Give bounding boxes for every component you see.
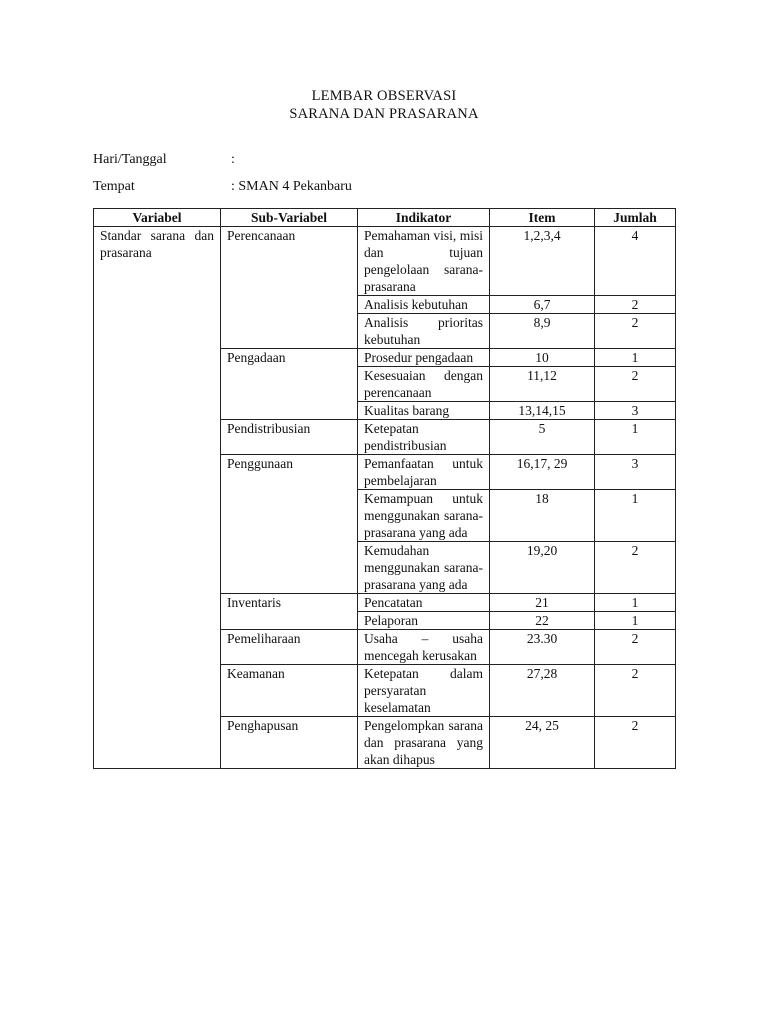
hari-tanggal-label: Hari/Tanggal: [93, 152, 167, 167]
document-subtitle: SARANA DAN PRASARANA: [289, 106, 479, 122]
jumlah-cell: 2: [595, 314, 676, 349]
item-cell: 13,14,15: [490, 402, 595, 420]
item-cell: 22: [490, 612, 595, 630]
hari-tanggal-value: :: [231, 152, 235, 167]
header-indikator: Indikator: [358, 209, 490, 227]
indikator-cell: Kesesuaian dengan perencanaan: [358, 367, 490, 402]
meta-tempat: [93, 179, 352, 195]
indikator-cell: Kemampuan untuk menggunakan sarana-prasarana yang ada: [358, 490, 490, 542]
jumlah-cell: 2: [595, 717, 676, 769]
item-cell: 11,12: [490, 367, 595, 402]
jumlah-cell: 1: [595, 349, 676, 367]
jumlah-cell: 1: [595, 612, 676, 630]
jumlah-cell: 1: [595, 420, 676, 455]
jumlah-cell: 2: [595, 367, 676, 402]
jumlah-cell: 2: [595, 630, 676, 665]
header-sub-variabel: Sub-Variabel: [221, 209, 358, 227]
meta-hari-tanggal: [93, 152, 235, 168]
header-jumlah: Jumlah: [595, 209, 676, 227]
tempat-label: Tempat: [93, 179, 135, 194]
sub-variabel-pemeliharaan: Pemeliharaan: [221, 630, 358, 665]
sub-variabel-penggunaan: Penggunaan: [221, 455, 358, 594]
jumlah-cell: 1: [595, 490, 676, 542]
indikator-cell: Kemudahan menggunakan sarana-prasarana yang ada: [358, 542, 490, 594]
sub-variabel-perencanaan: Perencanaan: [221, 227, 358, 349]
jumlah-cell: 3: [595, 455, 676, 490]
indikator-cell: Ketepatan dalam persyaratan keselamatan: [358, 665, 490, 717]
indikator-cell: Pemanfaatan untuk pembelajaran: [358, 455, 490, 490]
sub-variabel-inventaris: Inventaris: [221, 594, 358, 630]
indikator-cell: Prosedur pengadaan: [358, 349, 490, 367]
item-cell: 5: [490, 420, 595, 455]
jumlah-cell: 2: [595, 296, 676, 314]
item-cell: 24, 25: [490, 717, 595, 769]
item-cell: 21: [490, 594, 595, 612]
header-item: Item: [490, 209, 595, 227]
item-cell: 19,20: [490, 542, 595, 594]
header-variabel: Variabel: [94, 209, 221, 227]
item-cell: 27,28: [490, 665, 595, 717]
indikator-cell: Kualitas barang: [358, 402, 490, 420]
indikator-cell: Ketepatan pendistribusian: [358, 420, 490, 455]
sub-variabel-pendistribusian: Pendistribusian: [221, 420, 358, 455]
indikator-cell: Pengelompkan sarana dan prasarana yang akan dihapus: [358, 717, 490, 769]
document-title: LEMBAR OBSERVASI: [311, 88, 457, 104]
item-cell: 1,2,3,4: [490, 227, 595, 296]
item-cell: 6,7: [490, 296, 595, 314]
sub-variabel-penghapusan: Penghapusan: [221, 717, 358, 769]
item-cell: 10: [490, 349, 595, 367]
indikator-cell: Analisis prioritas kebutuhan: [358, 314, 490, 349]
variabel-cell: Standar sarana dan prasarana: [94, 227, 221, 769]
indikator-cell: Pelaporan: [358, 612, 490, 630]
sub-variabel-keamanan: Keamanan: [221, 665, 358, 717]
observation-table: [93, 208, 676, 769]
indikator-cell: Pemahaman visi, misi dan tujuan pengelolaan sarana-prasarana: [358, 227, 490, 296]
item-cell: 8,9: [490, 314, 595, 349]
indikator-cell: Usaha – usaha mencegah kerusakan: [358, 630, 490, 665]
item-cell: 18: [490, 490, 595, 542]
sub-variabel-pengadaan: Pengadaan: [221, 349, 358, 420]
indikator-cell: Pencatatan: [358, 594, 490, 612]
jumlah-cell: 4: [595, 227, 676, 296]
item-cell: 16,17, 29: [490, 455, 595, 490]
indikator-cell: Analisis kebutuhan: [358, 296, 490, 314]
jumlah-cell: 3: [595, 402, 676, 420]
jumlah-cell: 1: [595, 594, 676, 612]
item-cell: 23.30: [490, 630, 595, 665]
tempat-value: : SMAN 4 Pekanbaru: [231, 179, 352, 194]
jumlah-cell: 2: [595, 665, 676, 717]
jumlah-cell: 2: [595, 542, 676, 594]
table-row: [94, 227, 676, 296]
table-header-row: [94, 209, 676, 227]
